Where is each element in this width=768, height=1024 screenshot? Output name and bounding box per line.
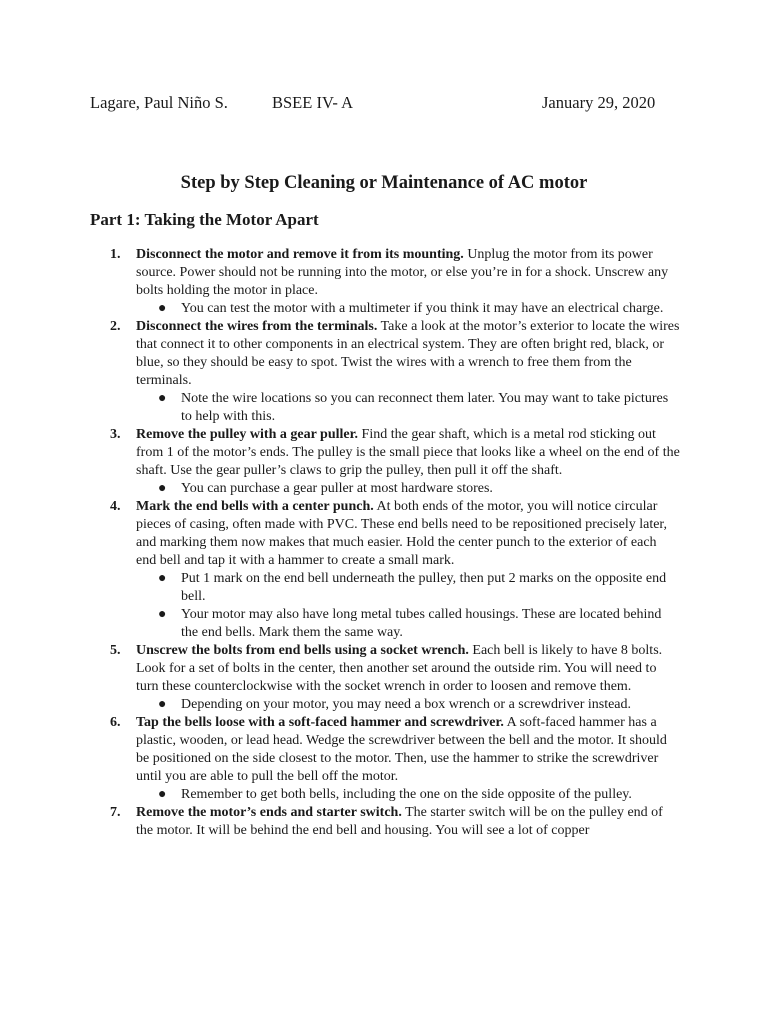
- bullet-icon: ●: [158, 607, 167, 622]
- course-section: BSEE IV- A: [272, 93, 353, 112]
- step-number: 4.: [110, 499, 121, 514]
- bullet-icon: ●: [158, 301, 167, 316]
- step-lead: Disconnect the motor and remove it from its mounting.: [136, 247, 464, 262]
- note-text: Remember to get both bells, including the one on the side opposite of the pulley.: [181, 787, 632, 802]
- note-item: [136, 390, 680, 426]
- step-text: Take a look at the motor’s exterior to locate the wires that connect it to other components in an electrical system. They are often bright red, black, or blue, so they should be easy to spot. Twist the wires with a wrench to free them from the terminals.: [136, 319, 680, 388]
- step-text: At both ends of the motor, you will notice circular pieces of casing, often made with PVC. These end bells need to be repositioned precisely later, and marking them now makes that much easier. Hold the center punch to the exterior of each end bell and tap it with a hammer to create a small mark.: [136, 499, 668, 568]
- document-date: January 29, 2020: [542, 93, 656, 112]
- note-text: Put 1 mark on the end bell underneath the pulley, then put 2 marks on the opposite end bell.: [181, 571, 667, 604]
- document-title: Step by Step Cleaning or Maintenance of AC motor: [180, 173, 588, 193]
- step-lead: Remove the pulley with a gear puller.: [136, 427, 359, 442]
- note-item: [136, 606, 680, 642]
- bullet-icon: ●: [158, 787, 167, 802]
- step-lead: Mark the end bells with a center punch.: [136, 499, 374, 514]
- step-number: 7.: [110, 805, 121, 820]
- step-number: 1.: [110, 247, 121, 262]
- step-text: The starter switch will be on the pulley end of the motor. It will be behind the end bell and housing. You will see a lot of copper: [136, 805, 663, 838]
- step-item: [90, 804, 680, 840]
- step-item: [90, 642, 680, 714]
- step-lead: Tap the bells loose with a soft-faced hammer and screwdriver.: [136, 715, 504, 730]
- step-notes: [136, 786, 680, 804]
- note-text: You can test the motor with a multimeter if you think it may have an electrical charge.: [181, 301, 664, 316]
- note-text: Note the wire locations so you can reconnect them later. You may want to take pictures to help with this.: [181, 391, 669, 424]
- step-item: [90, 426, 680, 498]
- step-lead: Disconnect the wires from the terminals.: [136, 319, 378, 334]
- step-text: Each bell is likely to have 8 bolts. Look for a set of bolts in the center, then another set around the outside rim. You will need to turn these counterclockwise with the socket wrench in order to loosen and remove them.: [136, 643, 663, 694]
- step-item: [90, 714, 680, 804]
- step-notes: [136, 300, 680, 318]
- note-text: You can purchase a gear puller at most hardware stores.: [181, 481, 493, 496]
- bullet-icon: ●: [158, 697, 167, 712]
- note-item: [136, 786, 680, 804]
- part-heading: Part 1: Taking the Motor Apart: [90, 210, 319, 229]
- step-text: Unplug the motor from its power source. Power should not be running into the motor, or else you’re in for a shock. Unscrew any bolts holding the motor in place.: [136, 247, 669, 298]
- step-lead: Unscrew the bolts from end bells using a socket wrench.: [136, 643, 469, 658]
- step-lead: Remove the motor’s ends and starter switch.: [136, 805, 402, 820]
- step-text: Find the gear shaft, which is a metal rod sticking out from 1 of the motor’s ends. The pulley is the small piece that looks like a wheel on the end of the shaft. Use the gear puller’s claws to grip the pulley, then pull it off the shaft.: [136, 427, 680, 478]
- step-item: [90, 318, 680, 426]
- bullet-icon: ●: [158, 571, 167, 586]
- note-text: Depending on your motor, you may need a box wrench or a screwdriver instead.: [181, 697, 632, 712]
- bullet-icon: ●: [158, 391, 167, 406]
- step-notes: [136, 696, 680, 714]
- bullet-icon: ●: [158, 481, 167, 496]
- steps-list: [90, 246, 680, 840]
- step-notes: [136, 570, 680, 642]
- step-number: 2.: [110, 319, 121, 334]
- step-item: [90, 246, 680, 318]
- step-notes: [136, 390, 680, 426]
- note-item: [136, 696, 680, 714]
- note-item: [136, 570, 680, 606]
- step-number: 6.: [110, 715, 121, 730]
- step-notes: [136, 480, 680, 498]
- note-item: [136, 480, 680, 498]
- step-text: A soft-faced hammer has a plastic, wooden, or lead head. Wedge the screwdriver between the bell and the motor. It should be positioned on the side closest to the motor. Then, use the hammer to strike the screwdriver until you are able to pull the bell off the motor.: [136, 715, 667, 784]
- step-number: 3.: [110, 427, 121, 442]
- step-number: 5.: [110, 643, 121, 658]
- note-text: Your motor may also have long metal tubes called housings. These are located behind the end bells. Mark them the same way.: [181, 607, 662, 640]
- step-item: [90, 498, 680, 642]
- author-name: Lagare, Paul Niño S.: [90, 93, 228, 112]
- note-item: [136, 300, 680, 318]
